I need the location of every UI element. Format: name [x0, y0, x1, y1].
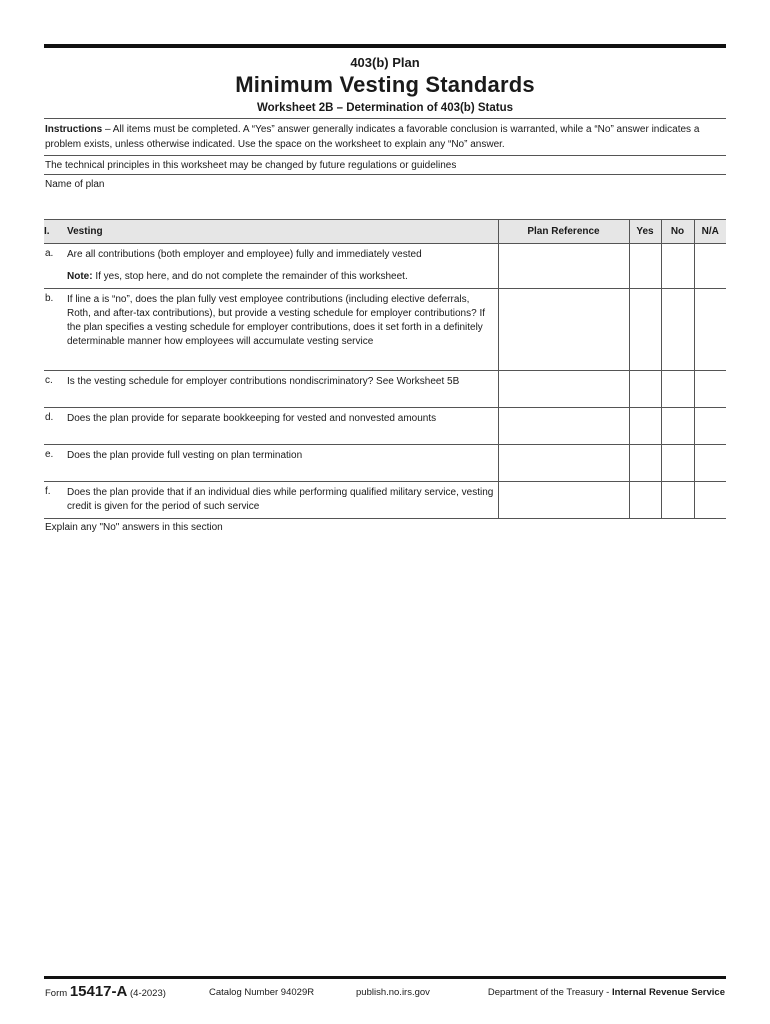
row-question: If line a is “no”, does the plan fully vest employee contributions (including elective deferrals, Roth, and after-tax contributions), but provide a vesting schedule for employer contributions? If the plan specifies a vesting schedule for employer contributions, does it set forth in a definitely determinable manner how employees will accumulate vesting service	[67, 289, 498, 371]
technical-note: The technical principles in this worksheet may be changed by future regulations or guidelines	[45, 160, 457, 171]
row-question-text: Are all contributions (both employer and employee) fully and immediately vested	[67, 249, 422, 260]
instructions-text: – All items must be completed. A “Yes” answer generally indicates a favorable conclusion is warranted, while a “No” answer indicates a problem exists, unless otherwise indicated. Use the space on the worksheet to explain any “No” answer.	[45, 124, 700, 150]
form-number: 15417-A	[69, 983, 128, 1000]
worksheet-page	[44, 44, 726, 536]
section-title: Vesting	[67, 220, 498, 244]
form-date: (4-2023)	[130, 988, 166, 999]
agency-name: Internal Revenue Service	[612, 987, 725, 998]
worksheet-subtitle: Worksheet 2B – Determination of 403(b) Status	[256, 102, 514, 114]
na-checkbox-cell[interactable]	[694, 289, 726, 371]
explain-no-answers-area[interactable]	[44, 519, 726, 536]
note-text: If yes, stop here, and do not complete the remainder of this worksheet.	[92, 271, 408, 282]
row-letter: e.	[44, 445, 67, 482]
no-checkbox-cell[interactable]	[661, 408, 694, 445]
no-checkbox-cell[interactable]	[661, 371, 694, 408]
vesting-table	[44, 219, 726, 519]
row-letter: a.	[44, 244, 67, 289]
section-number: I.	[44, 220, 67, 244]
plan-type: 403(b) Plan	[350, 55, 420, 70]
table-row	[44, 445, 726, 482]
na-checkbox-cell[interactable]	[694, 244, 726, 289]
page-title: Minimum Vesting Standards	[235, 72, 535, 97]
row-question: Does the plan provide that if an individual dies while performing qualified military service, vesting credit is given for the period of such service	[67, 482, 498, 519]
row-letter: d.	[44, 408, 67, 445]
table-row	[44, 482, 726, 519]
na-checkbox-cell[interactable]	[694, 371, 726, 408]
name-of-plan-label: Name of plan	[45, 179, 105, 190]
plan-reference-cell[interactable]	[498, 482, 629, 519]
explain-no-answers-label: Explain any "No" answers in this section	[45, 522, 223, 533]
col-plan-reference: Plan Reference	[498, 220, 629, 244]
department	[488, 987, 725, 998]
department-name: Department of the Treasury -	[487, 987, 612, 998]
website: publish.no.irs.gov	[356, 987, 430, 998]
yes-checkbox-cell[interactable]	[629, 371, 661, 408]
plan-reference-cell[interactable]	[498, 371, 629, 408]
row-question: Is the vesting schedule for employer contributions nondiscriminatory? See Worksheet 5B	[67, 371, 498, 408]
yes-checkbox-cell[interactable]	[629, 244, 661, 289]
na-checkbox-cell[interactable]	[694, 408, 726, 445]
col-na: N/A	[694, 220, 726, 244]
plan-reference-cell[interactable]	[498, 408, 629, 445]
name-of-plan-field[interactable]	[44, 175, 726, 219]
row-question: Does the plan provide for separate bookkeeping for vested and nonvested amounts	[67, 408, 498, 445]
table-row	[44, 371, 726, 408]
plan-reference-cell[interactable]	[498, 289, 629, 371]
page-footer	[44, 976, 726, 1000]
no-checkbox-cell[interactable]	[661, 445, 694, 482]
table-row	[44, 244, 726, 289]
form-prefix: Form	[45, 988, 68, 999]
yes-checkbox-cell[interactable]	[629, 408, 661, 445]
catalog-number: Catalog Number 94029R	[209, 987, 315, 998]
row-letter: f.	[44, 482, 67, 519]
col-yes: Yes	[629, 220, 661, 244]
col-no: No	[661, 220, 694, 244]
instructions	[44, 119, 726, 155]
table-header-row	[44, 220, 726, 244]
row-letter: b.	[44, 289, 67, 371]
row-question: Does the plan provide full vesting on plan termination	[67, 445, 498, 482]
table-row	[44, 289, 726, 371]
row-letter: c.	[44, 371, 67, 408]
plan-reference-cell[interactable]	[498, 244, 629, 289]
no-checkbox-cell[interactable]	[661, 289, 694, 371]
instructions-label: Instructions	[45, 124, 103, 135]
yes-checkbox-cell[interactable]	[629, 289, 661, 371]
na-checkbox-cell[interactable]	[694, 482, 726, 519]
plan-reference-cell[interactable]	[498, 445, 629, 482]
row-note	[67, 270, 494, 284]
yes-checkbox-cell[interactable]	[629, 445, 661, 482]
yes-checkbox-cell[interactable]	[629, 482, 661, 519]
no-checkbox-cell[interactable]	[661, 482, 694, 519]
form-id	[45, 983, 166, 1000]
note-label: Note:	[67, 271, 93, 282]
na-checkbox-cell[interactable]	[694, 445, 726, 482]
table-row	[44, 408, 726, 445]
no-checkbox-cell[interactable]	[661, 244, 694, 289]
row-question	[67, 244, 498, 289]
top-rule	[44, 44, 726, 48]
